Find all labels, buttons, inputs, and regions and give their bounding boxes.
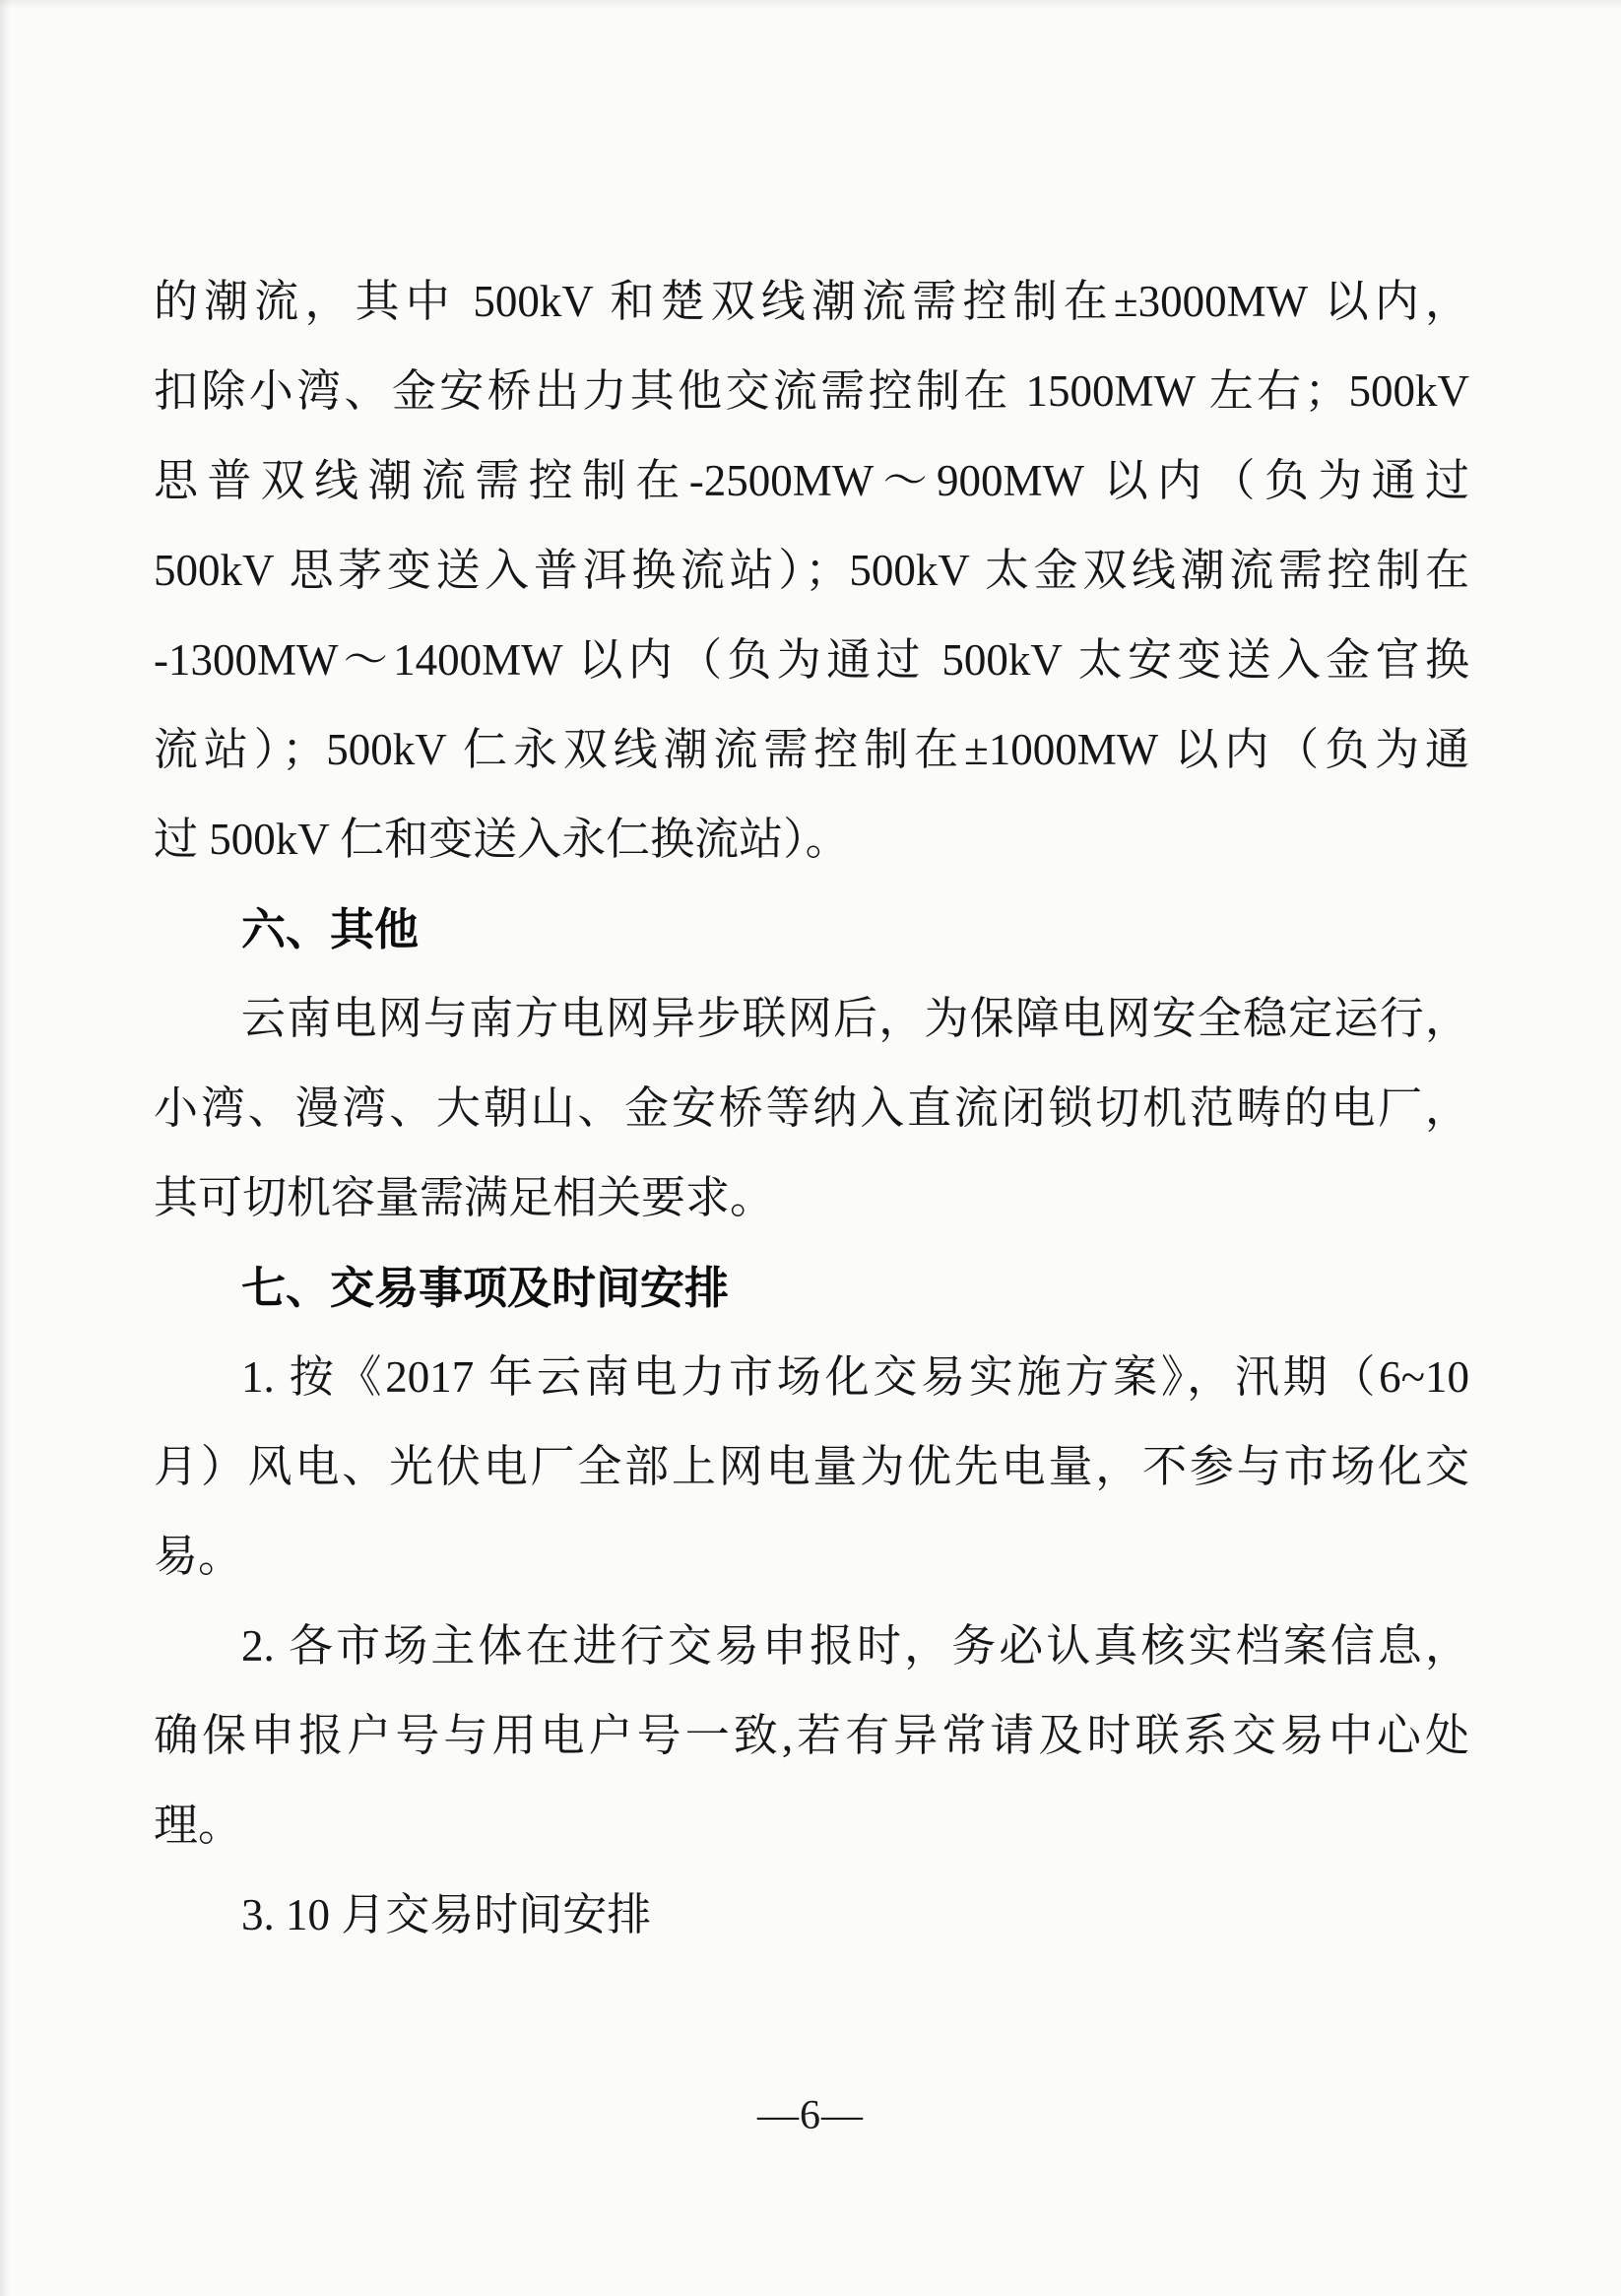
section-heading-other: 六、其他 bbox=[241, 904, 420, 954]
document-body bbox=[154, 257, 1469, 1960]
text-line: 3. 10 月交易时间安排 bbox=[241, 1890, 652, 1939]
text-line: 月）风电、光伏电厂全部上网电量为优先电量，不参与市场化交 bbox=[154, 1442, 1469, 1491]
text-line: 的潮流，其中 500kV 和楚双线潮流需控制在±3000MW 以内， bbox=[154, 277, 1469, 326]
text-line: 流站）；500kV 仁永双线潮流需控制在±1000MW 以内（负为通 bbox=[154, 725, 1469, 774]
page-number: —6— bbox=[757, 2093, 864, 2138]
text-line: 过 500kV 仁和变送入永仁换流站）。 bbox=[154, 815, 850, 864]
text-line: 500kV 思茅变送入普洱换流站）；500kV 太金双线潮流需控制在 bbox=[154, 546, 1469, 595]
text-line: 其可切机容量需满足相关要求。 bbox=[154, 1173, 775, 1222]
text-line: 1. 按《2017 年云南电力市场化交易实施方案》，汛期（6~10 bbox=[241, 1352, 1469, 1402]
text-line: -1300MW～1400MW 以内（负为通过 500kV 太安变送入金官换 bbox=[154, 635, 1469, 685]
text-line: 理。 bbox=[154, 1801, 243, 1850]
text-line: 小湾、漫湾、大朝山、金安桥等纳入直流闭锁切机范畴的电厂， bbox=[154, 1083, 1469, 1133]
scan-edge-shading bbox=[0, 0, 1621, 8]
text-line: 云南电网与南方电网异步联网后，为保障电网安全稳定运行， bbox=[241, 994, 1469, 1043]
scan-edge-shading bbox=[0, 0, 10, 2296]
text-line: 思普双线潮流需控制在-2500MW～900MW 以内（负为通过 bbox=[154, 456, 1469, 505]
text-line: 确保申报户号与用电户号一致,若有异常请及时联系交易中心处 bbox=[154, 1711, 1469, 1760]
text-line: 2. 各市场主体在进行交易申报时，务必认真核实档案信息， bbox=[241, 1621, 1469, 1671]
text-line: 易。 bbox=[154, 1532, 243, 1581]
text-line: 扣除小湾、金安桥出力其他交流需控制在 1500MW 左右；500kV bbox=[154, 366, 1469, 416]
section-heading-trade-schedule: 七、交易事项及时间安排 bbox=[241, 1263, 730, 1313]
